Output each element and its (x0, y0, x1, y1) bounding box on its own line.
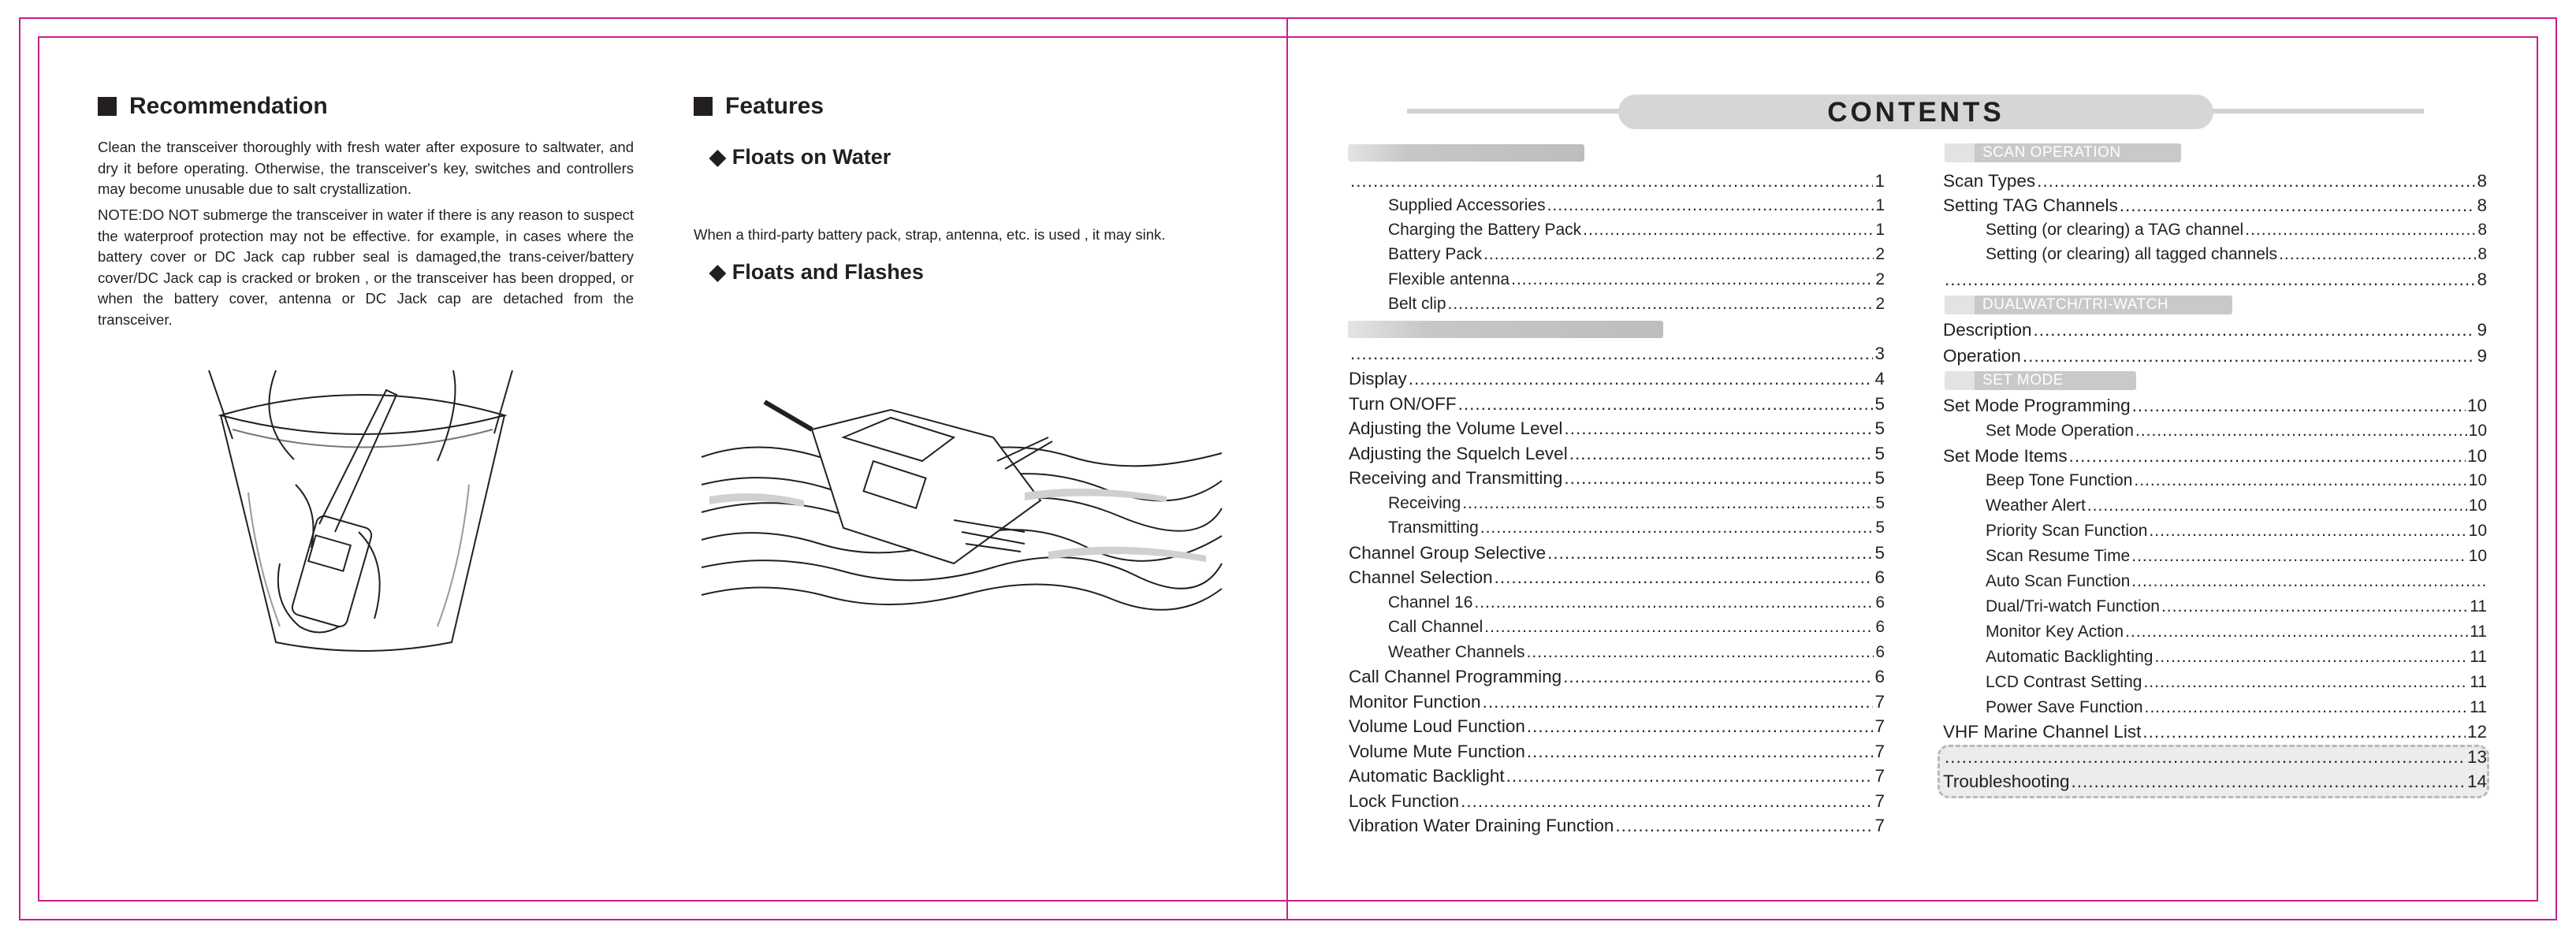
toc-entry-page: 9 (2477, 320, 2487, 340)
toc-dot-leader (2149, 519, 2466, 544)
toc-entry-title: Scan Resume Time (1986, 547, 2131, 565)
toc-entry[interactable] (1349, 789, 1885, 814)
toc-dot-leader (1563, 664, 1873, 690)
toc-entry[interactable] (1986, 544, 2487, 569)
toc-dot-leader (1350, 341, 1873, 366)
toc-dot-leader (1583, 218, 1874, 243)
toc-entry[interactable] (1388, 292, 1885, 317)
toc-entry-page: 5 (1874, 468, 1885, 488)
toc-dot-leader (1458, 392, 1874, 417)
toc-dot-leader (2087, 493, 2467, 519)
toc-entry-title: Volume Loud Function (1349, 716, 1525, 736)
toc-entry-title: Monitor Key Action (1986, 623, 2124, 641)
toc-entry[interactable] (1986, 468, 2487, 493)
toc-entry-page: 8 (2477, 195, 2487, 215)
toc-dot-leader (1945, 745, 2466, 770)
toc-entry[interactable] (1986, 619, 2487, 645)
toc-entry-page: 1 (1875, 221, 1885, 239)
toc-dot-leader (1547, 193, 1874, 218)
recommendation-paragraph: Clean the transceiver thoroughly with fresh water after exposure to saltwater, and dry it before operating. Otherwise, the transceiver's key, switches and controllers may become unusable due to salt crystallization. (98, 139, 634, 197)
toc-dot-leader (1564, 416, 1873, 441)
floats-on-water-heading: ◆ Floats on Water (709, 145, 892, 169)
toc-dot-leader (2037, 169, 2475, 194)
toc-entry-title: Channel 16 (1388, 593, 1473, 612)
toc-dot-leader (2132, 393, 2466, 418)
toc-entry-title: Channel Group Selective (1349, 543, 1547, 563)
toc-entry-title: Channel Selection (1349, 567, 1493, 587)
radio-floating-illustration (694, 382, 1230, 619)
toc-entry[interactable] (1986, 695, 2487, 720)
toc-dot-leader (1483, 242, 1874, 267)
toc-entry-page: 5 (1874, 543, 1885, 563)
toc-entry-title: Operation (1943, 346, 2021, 366)
toc-entry-title: Set Mode Programming (1943, 396, 2131, 415)
toc-entry-title: Receiving (1388, 494, 1461, 512)
toc-dot-leader (2131, 544, 2466, 569)
toc-entry[interactable] (1349, 169, 1885, 194)
toc-entry[interactable] (1349, 813, 1885, 838)
toc-entry-page: 7 (1874, 692, 1885, 712)
toc-entry-title: Set Mode Items (1943, 446, 2068, 466)
toc-entry-page: 13 (2466, 747, 2487, 767)
toc-dot-leader (1564, 466, 1873, 491)
toc-entry-page: 12 (2466, 722, 2487, 742)
toc-entry[interactable] (1349, 366, 1885, 392)
toc-entry-title: Setting TAG Channels (1943, 195, 2118, 215)
toc-entry-page: 7 (1874, 791, 1885, 811)
toc-entry-page: 2 (1875, 295, 1885, 313)
toc-entry[interactable] (1986, 569, 2487, 594)
toc-dot-leader (2023, 344, 2476, 369)
section-bar-unlabeled (1348, 321, 1663, 338)
toc-dot-leader (2134, 468, 2466, 493)
toc-dot-leader (2154, 645, 2468, 670)
toc-dot-leader (1480, 515, 1874, 541)
toc-entry[interactable] (1986, 418, 2487, 444)
toc-dot-leader (2131, 569, 2485, 594)
toc-entry-page: 6 (1875, 643, 1885, 661)
toc-entry[interactable] (1986, 670, 2487, 695)
toc-entry-title: Transmitting (1388, 519, 1479, 537)
toc-entry-title: Adjusting the Volume Level (1349, 418, 1563, 438)
toc-entry-page: 5 (1874, 418, 1885, 438)
diamond-bullet-icon: ◆ (709, 145, 726, 169)
toc-entry[interactable] (1943, 393, 2487, 418)
toc-entry-page: 6 (1874, 567, 1885, 587)
toc-entry-title: Flexible antenna (1388, 270, 1510, 288)
toc-entry[interactable] (1943, 267, 2487, 292)
toc-dot-leader (2072, 769, 2466, 794)
toc-entry[interactable] (1943, 193, 2487, 218)
toc-dot-leader (2135, 418, 2467, 444)
toc-entry-page: 6 (1875, 593, 1885, 612)
toc-entry-title: Turn ON/OFF (1349, 394, 1457, 414)
toc-entry-title: Belt clip (1388, 295, 1446, 313)
toc-entry-title: Weather Channels (1388, 643, 1525, 661)
toc-entry[interactable] (1388, 267, 1885, 292)
toc-entry-page: 5 (1875, 494, 1885, 512)
toc-entry[interactable] (1986, 218, 2487, 243)
toc-entry-page: 5 (1874, 394, 1885, 414)
toc-entry-title: Adjusting the Squelch Level (1349, 444, 1568, 463)
section-bar-unlabeled (1348, 144, 1584, 162)
toc-entry-page: 10 (2468, 496, 2487, 515)
toc-entry-title: Battery Pack (1388, 245, 1483, 263)
floats-and-flashes-heading: ◆ Floats and Flashes (709, 260, 924, 284)
toc-entry[interactable] (1943, 169, 2487, 194)
toc-entry-page: 1 (1875, 196, 1885, 214)
toc-entry[interactable] (1943, 344, 2487, 369)
square-bullet-icon (98, 97, 117, 116)
toc-entry[interactable] (1349, 416, 1885, 441)
toc-dot-leader (2034, 318, 2476, 343)
toc-dot-leader (1547, 541, 1873, 566)
toc-entry-title: Automatic Backlight (1349, 766, 1505, 786)
toc-entry[interactable] (1986, 493, 2487, 519)
toc-dot-leader (1527, 640, 1874, 665)
toc-dot-leader (1527, 714, 1874, 739)
toc-entry[interactable] (1349, 565, 1885, 590)
toc-entry-page: 11 (2470, 597, 2487, 615)
toc-dot-leader (2069, 444, 2466, 469)
toc-dot-leader (1527, 739, 1874, 764)
toc-entry-page: 8 (2477, 270, 2487, 289)
toc-entry-page: 10 (2466, 446, 2487, 466)
toc-entry-title: Charging the Battery Pack (1388, 221, 1582, 239)
recommendation-note: NOTE:DO NOT submerge the transceiver in water if there is any reason to suspect the waterproof protection may not be effective. for example, in cases where the battery cover or DC Jack cap rubber seal is damaged,the trans-ceiver/battery cover/DC Jack cap is cracked or broken , or the transceiver has been dropped, or when the battery cover, antenna or DC Jack cap are detached from the transceiver. (98, 206, 634, 328)
toc-dot-leader (1506, 764, 1874, 789)
toc-entry[interactable] (1388, 242, 1885, 267)
toc-entry-page: 2 (1875, 245, 1885, 263)
toc-entry[interactable] (1349, 664, 1885, 690)
toc-entry-title: Supplied Accessories (1388, 196, 1546, 214)
toc-entry-page: 6 (1875, 618, 1885, 636)
toc-entry[interactable] (1349, 690, 1885, 715)
toc-entry-title: LCD Contrast Setting (1986, 673, 2142, 691)
toc-entry[interactable] (1388, 515, 1885, 541)
toc-entry-title: Description (1943, 320, 2032, 340)
toc-entry-title: Monitor Function (1349, 692, 1481, 712)
toc-entry-title: Volume Mute Function (1349, 742, 1525, 761)
toc-entry[interactable] (1388, 615, 1885, 640)
toc-entry-page: 10 (2468, 547, 2487, 565)
toc-entry[interactable] (1349, 764, 1885, 789)
page-divider (1286, 17, 1288, 920)
toc-entry[interactable] (1943, 719, 2487, 745)
features-title: Features (725, 93, 825, 119)
toc-entry[interactable] (1349, 541, 1885, 566)
toc-entry-title: Beep Tone Function (1986, 471, 2133, 489)
toc-entry-page: 8 (2477, 245, 2487, 263)
toc-dot-leader (1409, 366, 1874, 392)
toc-entry[interactable] (1349, 714, 1885, 739)
toc-entry-page: 2 (1875, 270, 1885, 288)
toc-entry-title: Setting (or clearing) all tagged channels (1986, 245, 2278, 263)
bucket-rinse-illustration (201, 366, 524, 658)
toc-entry[interactable] (1986, 645, 2487, 670)
toc-entry[interactable] (1943, 444, 2487, 469)
toc-entry[interactable] (1349, 341, 1885, 366)
toc-dot-leader (2279, 242, 2476, 267)
diamond-bullet-icon: ◆ (709, 260, 726, 284)
toc-entry-title: Troubleshooting (1943, 772, 2070, 791)
toc-dot-leader (2125, 619, 2468, 645)
toc-entry-title: Set Mode Operation (1986, 422, 2134, 440)
toc-entry-title: VHF Marine Channel List (1943, 722, 2142, 742)
toc-dot-leader (1511, 267, 1874, 292)
toc-entry[interactable] (1349, 392, 1885, 417)
toc-dot-leader (1350, 169, 1873, 194)
toc-entry-page: 8 (2477, 171, 2487, 191)
toc-entry[interactable] (1943, 745, 2487, 770)
toc-dot-leader (2161, 594, 2468, 619)
section-bar-dualwatch: DUALWATCH/TRI-WATCH (1945, 296, 2232, 314)
toc-dot-leader (2120, 193, 2476, 218)
toc-entry-title: Receiving and Transmitting (1349, 468, 1563, 488)
sink-warning: When a third-party battery pack, strap, antenna, etc. is used , it may sink. (694, 226, 1166, 243)
toc-entry-title: Lock Function (1349, 791, 1460, 811)
toc-entry-page: 4 (1874, 369, 1885, 389)
toc-entry-page: 11 (2470, 698, 2487, 716)
toc-entry-title: Setting (or clearing) a TAG channel (1986, 221, 2244, 239)
toc-entry[interactable] (1388, 193, 1885, 218)
toc-dot-leader (1615, 813, 1873, 838)
toc-entry[interactable] (1943, 318, 2487, 343)
square-bullet-icon (694, 97, 713, 116)
toc-entry[interactable] (1388, 491, 1885, 516)
toc-entry-title: Auto Scan Function (1986, 572, 2131, 590)
toc-dot-leader (2142, 719, 2466, 745)
section-bar-set-mode: SET MODE (1945, 371, 2136, 390)
toc-dot-leader (1569, 441, 1874, 467)
toc-entry-title: Vibration Water Draining Function (1349, 816, 1614, 835)
toc-entry-page: 7 (1874, 766, 1885, 786)
toc-entry-title: Display (1349, 369, 1407, 389)
toc-dot-leader (1462, 491, 1874, 516)
toc-dot-leader (1945, 267, 2475, 292)
toc-entry-title: Scan Types (1943, 171, 2036, 191)
toc-entry-page: 10 (2466, 396, 2487, 415)
toc-entry-page: 5 (1874, 444, 1885, 463)
toc-dot-leader (2245, 218, 2476, 243)
toc-entry-page: 10 (2468, 522, 2487, 540)
toc-entry[interactable] (1986, 594, 2487, 619)
toc-entry-page: 11 (2470, 673, 2487, 691)
toc-entry[interactable] (1388, 218, 1885, 243)
toc-entry-title: Weather Alert (1986, 496, 2086, 515)
toc-entry[interactable] (1986, 519, 2487, 544)
toc-entry-page: 5 (1875, 519, 1885, 537)
toc-dot-leader (1483, 690, 1874, 715)
toc-entry[interactable] (1388, 640, 1885, 665)
toc-entry[interactable] (1388, 590, 1885, 615)
toc-entry-page: 11 (2470, 623, 2487, 641)
toc-entry-page: 8 (2477, 221, 2487, 239)
toc-entry-page: 7 (1874, 816, 1885, 835)
recommendation-title: Recommendation (129, 93, 328, 119)
toc-entry-title: Dual/Tri-watch Function (1986, 597, 2160, 615)
toc-entry-page: 6 (1874, 667, 1885, 686)
toc-entry[interactable] (1349, 441, 1885, 467)
toc-entry-page: 1 (1874, 171, 1885, 191)
toc-dot-leader (1484, 615, 1874, 640)
recommendation-heading (98, 93, 328, 120)
toc-dot-leader (1448, 292, 1874, 317)
toc-dot-leader (1495, 565, 1874, 590)
toc-entry-page: 7 (1874, 716, 1885, 736)
toc-entry[interactable] (1349, 466, 1885, 491)
toc-entry-title: Call Channel Programming (1349, 667, 1562, 686)
toc-entry[interactable] (1986, 242, 2487, 267)
toc-entry-title: Automatic Backlighting (1986, 648, 2153, 666)
toc-entry-page: 10 (2468, 422, 2487, 440)
toc-entry-page: 3 (1874, 344, 1885, 363)
toc-entry[interactable] (1349, 739, 1885, 764)
section-bar-scan-operation: SCAN OPERATION (1945, 143, 2181, 162)
contents-title: CONTENTS (1827, 97, 2005, 128)
toc-dot-leader (2145, 695, 2469, 720)
toc-dot-leader (2143, 670, 2468, 695)
toc-entry-page: 14 (2466, 772, 2487, 791)
toc-entry-page: 9 (2477, 346, 2487, 366)
toc-entry-title: Power Save Function (1986, 698, 2143, 716)
toc-dot-leader (1474, 590, 1874, 615)
toc-entry-title: Call Channel (1388, 618, 1483, 636)
toc-entry-page: 10 (2468, 471, 2487, 489)
toc-entry-page: 7 (1874, 742, 1885, 761)
toc-entry[interactable] (1943, 769, 2487, 794)
toc-entry-page: 11 (2470, 648, 2487, 666)
features-heading (694, 93, 824, 120)
toc-dot-leader (1461, 789, 1873, 814)
toc-entry-title: Priority Scan Function (1986, 522, 2148, 540)
